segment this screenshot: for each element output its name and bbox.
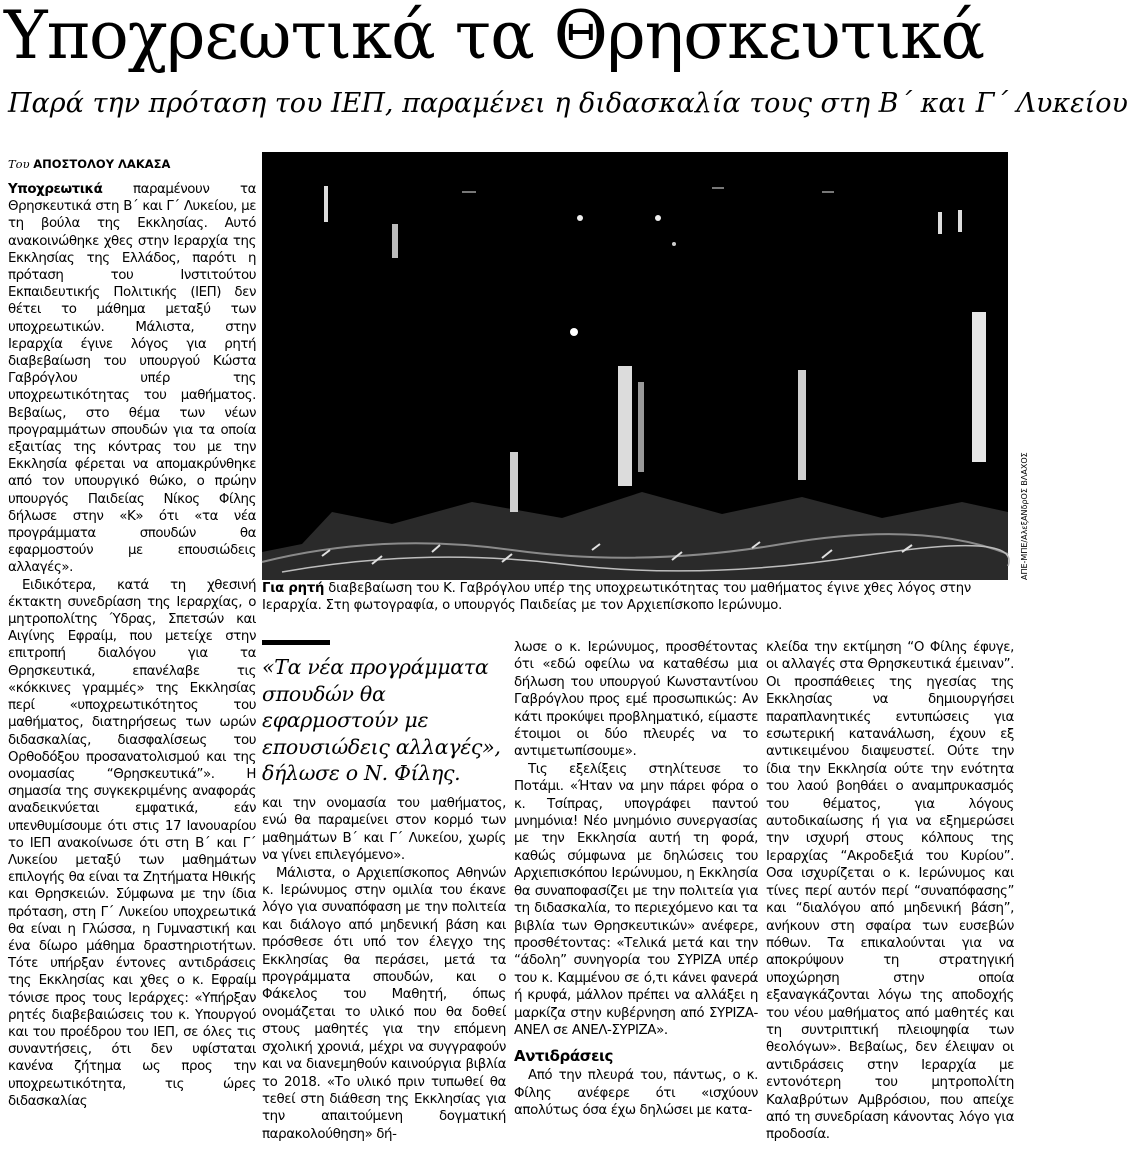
byline-author: ΑΠΟΣΤΟΛΟΥ ΛΑΚΑΣΑ bbox=[33, 157, 171, 171]
paragraph: και την ονομασία του μαθήματος, ενώ θα παραμείνει στον κορμό των μαθημάτων Β΄ και Γ΄ Λυκείου, χωρίς να γίνει επιλεγόμενο». bbox=[262, 796, 506, 864]
article-column-2 bbox=[262, 795, 506, 1143]
caption-text: διαβεβαίωση του Κ. Γαβρόγλου υπέρ της υποχρεωτικότητας του μαθήματος έγινε χθες λόγος στην Ιεραρχία. Στη φωτογραφία, ο υπουργός Παιδείας με τον Αρχιεπίσκοπο Ιερώνυμο. bbox=[262, 581, 972, 613]
article-column-4 bbox=[766, 639, 1014, 1144]
paragraph: Ειδικότερα, κατά τη χθεσινή έκτακτη συνεδρίαση της Ιεραρχίας, ο μητροπολίτης Ύδρας, Σπετσών και Αιγίνης Εφραίμ, που μετείχε στην επιτροπή διαλόγου για τα Θρησκευτικά, επανέλαβε τις «κόκκινες γραμμές» της Εκκλησίας περί «υποχρεωτικότητος του μαθήματος, διατηρήσεως των ωρών διδασκαλίας, διασφαλίσεως του Ορθοδόξου προσανατολισμού και της ονομασίας “Θρησκευτικά”». Η σημασία της συγκεκριμένης αναφοράς αναδεικνύεται εμφατικά, εάν υπενθυμίσουμε ότι στις 17 Ιανουαρίου το ΙΕΠ ανακοίνωσε ότι στη Β΄ και Γ΄ Λυκείου μεταξύ των μαθημάτων επιλογής θα είναι τα Ζητήματα Ηθικής και Θρησκειών. Σύμφωνα με την ίδια πρόταση, στη Γ΄ Λυκείου υποχρεωτικά θα είναι η Γλώσσα, η Γυμναστική και ένα δίωρο μάθημα δραστηριοτήτων. Τότε υπήρξαν έντονες αντιδράσεις της Εκκλησίας και χθες ο κ. Εφραίμ τόνισε προς τους Ιεράρχες: «Υπήρξαν ρητές διαβεβαιώσεις του κ. Υπουργού και του προέδρου του ΙΕΠ, σε όλες τις συναντήσεις, ότι δεν υφίσταται κανένα ζήτημα ως προς την υποχρεωτικότητα, τις ώρες διδασκαλίας bbox=[8, 577, 256, 1109]
article-column-1 bbox=[8, 181, 256, 1110]
paragraph: κλείδα την εκτίμηση “Ο Φίλης έφυγε, οι αλλαγές στα Θρησκευτικά έμειναν”. Οι προσπάθειες της ηγεσίας της Εκκλησίας να δημιουργήσει παραπλανητικές εντυπώσεις για εσωτερική κατανάλωση, έχουν εξ αντικειμένου διαψευστεί. Ούτε την ίδια την Εκκλησία ούτε την ενότητα του λαού βοηθάει ο αναμπρυκασμός του θέματος, για λόγους αυτοδικαίωσης ή για να εξημερώσει την ισχυρή στους κόλπους της Ιεραρχίας “Ακροδεξιά του Κυρίου”. Οσα ισχυρίζεται ο κ. Ιερώνυμος και τίνες περί αυτόν περί “συναπόφασης” και “διαλόγου από μηδενική βάση”, ανήκουν στη σφαίρα των ευσεβών πόθων. Τα επικαλούνται για να αποκρύψουν τη στρατηγική υποχώρηση στην οποία εξαναγκάζονται λόγω της αποδοχής του νέου μαθήματος από μαθητές και τη συντριπτική πλειοψηφία των θεολόγων». Βεβαίως, δεν έλειψαν οι αντιδράσεις στην Ιεραρχία με εντονότερη του μητροπολίτη Καλαβρύτων Αμβρόσιου, που απείχε από τη συνεδρίαση κάνοντας λόγο για προδοσία. bbox=[766, 640, 1014, 1143]
photo-credit-text: ΑΠΕ-ΜΠΕ/ΑλεξΑΝδρΟΣ ΒΛΑΧΟΣ bbox=[1020, 452, 1029, 580]
paragraph: λωσε ο κ. Ιερώνυμος, προσθέτοντας ότι «εδώ οφείλω να καταθέσω μια δήλωση του υπουργού Κωνσταντίνου Γαβρόγλου προς εμέ προσωπικώς: Αν κάτι προκύψει προβληματικό, είμαστε έτοιμοι οι δύο πλευρές να το αντιμετωπίσουμε». bbox=[514, 640, 758, 760]
section-subhead: Αντιδράσεις bbox=[514, 1047, 613, 1066]
headline: Υποχρεωτικά τα Θρησκευτικά bbox=[4, 0, 985, 74]
pull-quote: «Τα νέα προγράμματα σπουδών θα εφαρμοστούν με επουσιώδεις αλλαγές», δήλωσε ο Ν. Φίλης. bbox=[262, 655, 501, 785]
paragraph-text: παραμένουν τα Θρησκευτικά στη Β΄ και Γ΄ Λυκείου, με τη βούλα της Εκκλησίας. Αυτό ανακοινώθηκε χθες στην Ιεραρχία της Εκκλησίας της Ελλάδος, παρότι η πρόταση του Ινστιτούτου Εκπαιδευτικής Πολιτικής (ΙΕΠ) δεν θέτει το μάθημα μεταξύ των υποχρεωτικών. Μάλιστα, στην Ιεραρχία έγινε λόγος για ρητή διαβεβαίωση του υπουργού Κώστα Γαβρόγλου υπέρ της υποχρεωτικότητας του μαθήματος. Βεβαίως, στο θέμα των νέων προγραμμάτων σπουδών για τα οποία εξαιτίας της κόντρας του με την Εκκλησία φέρεται να απομακρύνθηκε από τον υπουργικό θώκο, ο πρώην υπουργός Παιδείας Νίκος Φίλης δήλωσε στην «Κ» ότι «τα νέα προγράμματα σπουδών θα εφαρμοστούν με επουσιώδεις αλλαγές». bbox=[8, 182, 256, 576]
photo-credit bbox=[1009, 152, 1029, 580]
paragraph bbox=[8, 181, 256, 577]
paragraph: Από την πλευρά του, πάντως, ο κ. Φίλης ανέφερε ότι «ισχύουν απολύτως όσα έχω δηλώσει με κατα- bbox=[514, 1068, 758, 1119]
subheadline: Παρά την πρόταση του ΙΕΠ, παραμένει η διδασκαλία τους στη Β΄ και Γ΄ Λυκείου bbox=[8, 88, 1128, 119]
pullquote-rule bbox=[262, 640, 330, 645]
byline-prefix: Του bbox=[8, 157, 30, 171]
article-photo bbox=[262, 152, 1008, 580]
byline bbox=[8, 157, 170, 171]
paragraph: Μάλιστα, ο Αρχιεπίσκοπος Αθηνών κ. Ιερώνυμος στην ομιλία του έκανε λόγο για συναπόφαση με την πολιτεία και διάλογο από μηδενική βάση και πρόσθεσε ότι υπό τον έλεγχο της Εκκλησίας θα περάσει, μετά τα προγράμματα σπουδών, και ο Φάκελος του Μαθητή, όπως ονομάζεται το υλικό που θα δοθεί στους μαθητές για την επόμενη σχολική χρονιά, μέχρι να συγγραφούν και να διανεμηθούν καινούργια βιβλία το 2018. «Το υλικό πριν τυπωθεί θα τεθεί στη διάθεση της Εκκλησίας για την απαιτούμενη δογματική παρακολούθηση» δή- bbox=[262, 865, 506, 1142]
photo-scene bbox=[262, 152, 1008, 580]
lead-word: Υποχρεωτικά bbox=[8, 182, 103, 197]
photo-caption bbox=[262, 580, 1008, 614]
article-column-3 bbox=[514, 639, 758, 1120]
paragraph: Τις εξελίξεις στηλίτευσε το Ποτάμι. «Ήταν να μην πάρει φόρα ο κ. Τσίπρας, υπογράφει παντού μνημόνια! Νέο μνημόνιο συνεργασίας με την Εκκλησία αυτή τη φορά, καθώς σύμφωνα με δηλώσεις του Αρχιεπισκόπου Ιερώνυμου, η Εκκλησία θα συναποφασίζει με την πολιτεία για τη διδασκαλία, το περιεχόμενο και τα βιβλία των Θρησκευτικών» ανέφερε, προσθέτοντας: «Τελικά μετά και την “άδολη” συνηγορία του ΣΥΡΙΖΑ υπέρ του κ. Καμμένου σε ό,τι κάνει φανερά ή κρυφά, μάλλον πρέπει να αλλάξει η μαρκίζα στην κυβέρνηση από ΣΥΡΙΖΑ-ΑΝΕΛ σε ΑΝΕΛ-ΣΥΡΙΖΑ». bbox=[514, 761, 758, 1038]
caption-lead: Για ρητή bbox=[262, 581, 325, 596]
